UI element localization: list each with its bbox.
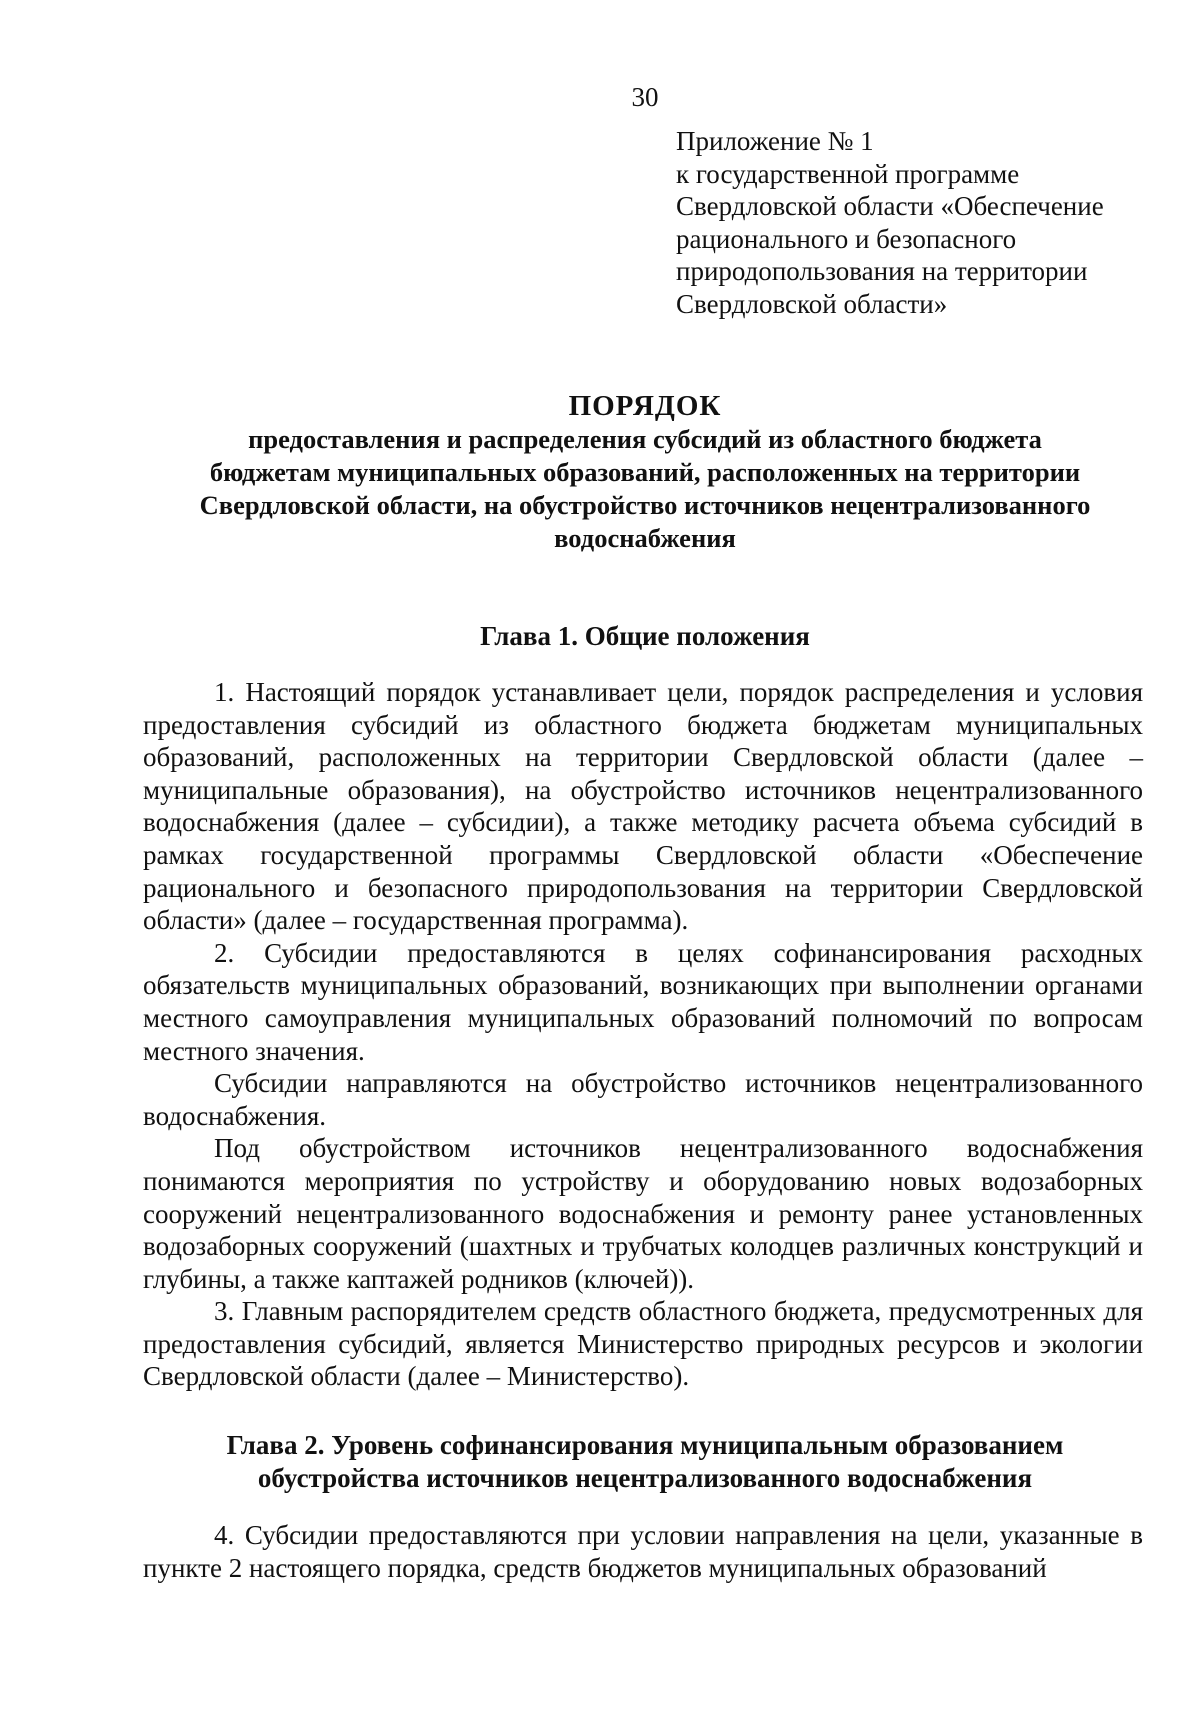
title-subtitle-line: предоставления и распределения субсидий из областного бюджета xyxy=(248,424,1042,454)
document-title xyxy=(130,390,1160,555)
appendix-line: к государственной программе xyxy=(676,158,1020,189)
chapter-2-heading-line: Глава 2. Уровень софинансирования муниципальным образованием xyxy=(226,1430,1064,1460)
title-subtitle-line: Свердловской области, на обустройство источников нецентрализованного xyxy=(199,490,1091,520)
page-number: 30 xyxy=(631,82,659,112)
chapter-2-heading-line: обустройства источников нецентрализованного водоснабжения xyxy=(257,1463,1033,1493)
chapter-1-heading: Глава 1. Общие положения xyxy=(480,621,810,651)
paragraph: Под обустройством источников нецентрализованного водоснабжения понимаются мероприятия по устройству и оборудованию новых водозаборных сооружений нецентрализованного водоснабжения и ремонту ранее установленных водозаборных сооружений (шахтных и трубчатых колодцев различных конструкций и глубины, а также каптажей родников (ключей)). xyxy=(143,1133,1143,1294)
appendix-line: Приложение № 1 xyxy=(676,126,874,156)
appendix-line: рационального и безопасного xyxy=(676,223,1017,254)
paragraph: 3. Главным распорядителем средств областного бюджета, предусмотренных для предоставления субсидий, является Министерство природных ресурсов и экологии Свердловской области (далее – Министерство). xyxy=(143,1296,1143,1392)
title-subtitle-line: водоснабжения xyxy=(554,523,736,553)
paragraph: 4. Субсидии предоставляются при условии направления на цели, указанные в пункте 2 настоящего порядка, средств бюджетов муниципальных образований xyxy=(143,1520,1143,1583)
chapter-2-heading xyxy=(130,1429,1160,1495)
paragraph: Субсидии направляются на обустройство источников нецентрализованного водоснабжения. xyxy=(143,1068,1143,1131)
paragraph: 1. Настоящий порядок устанавливает цели, порядок распределения и условия предоставления субсидий из областного бюджета бюджетам муниципальных образований, расположенных на территории Свердловской области (далее – муниципальные образования), на обустройство источников нецентрализованного водоснабжения (далее – субсидии), а также методику расчета объема субсидий в рамках государственной программы Свердловской области «Обеспечение рационального и безопасного природопользования на территории Свердловской области» (далее – государственная программа). xyxy=(143,677,1143,936)
title-subtitle-line: бюджетам муниципальных образований, расположенных на территории xyxy=(209,457,1081,487)
appendix-line: Свердловской области» xyxy=(676,288,948,319)
chapter-1-body xyxy=(143,676,1143,1393)
appendix-line: природопользования на территории xyxy=(676,256,1088,286)
appendix-line: Свердловской области «Обеспечение xyxy=(676,191,1104,221)
title-main: ПОРЯДОК xyxy=(568,390,722,422)
paragraph: 2. Субсидии предоставляются в целях софинансирования расходных обязательств муниципальных образований, возникающих при выполнении органами местного самоуправления муниципальных образований полномочий по вопросам местного значения. xyxy=(143,937,1143,1066)
chapter-2-body xyxy=(143,1519,1143,1584)
appendix-reference xyxy=(676,125,1176,320)
